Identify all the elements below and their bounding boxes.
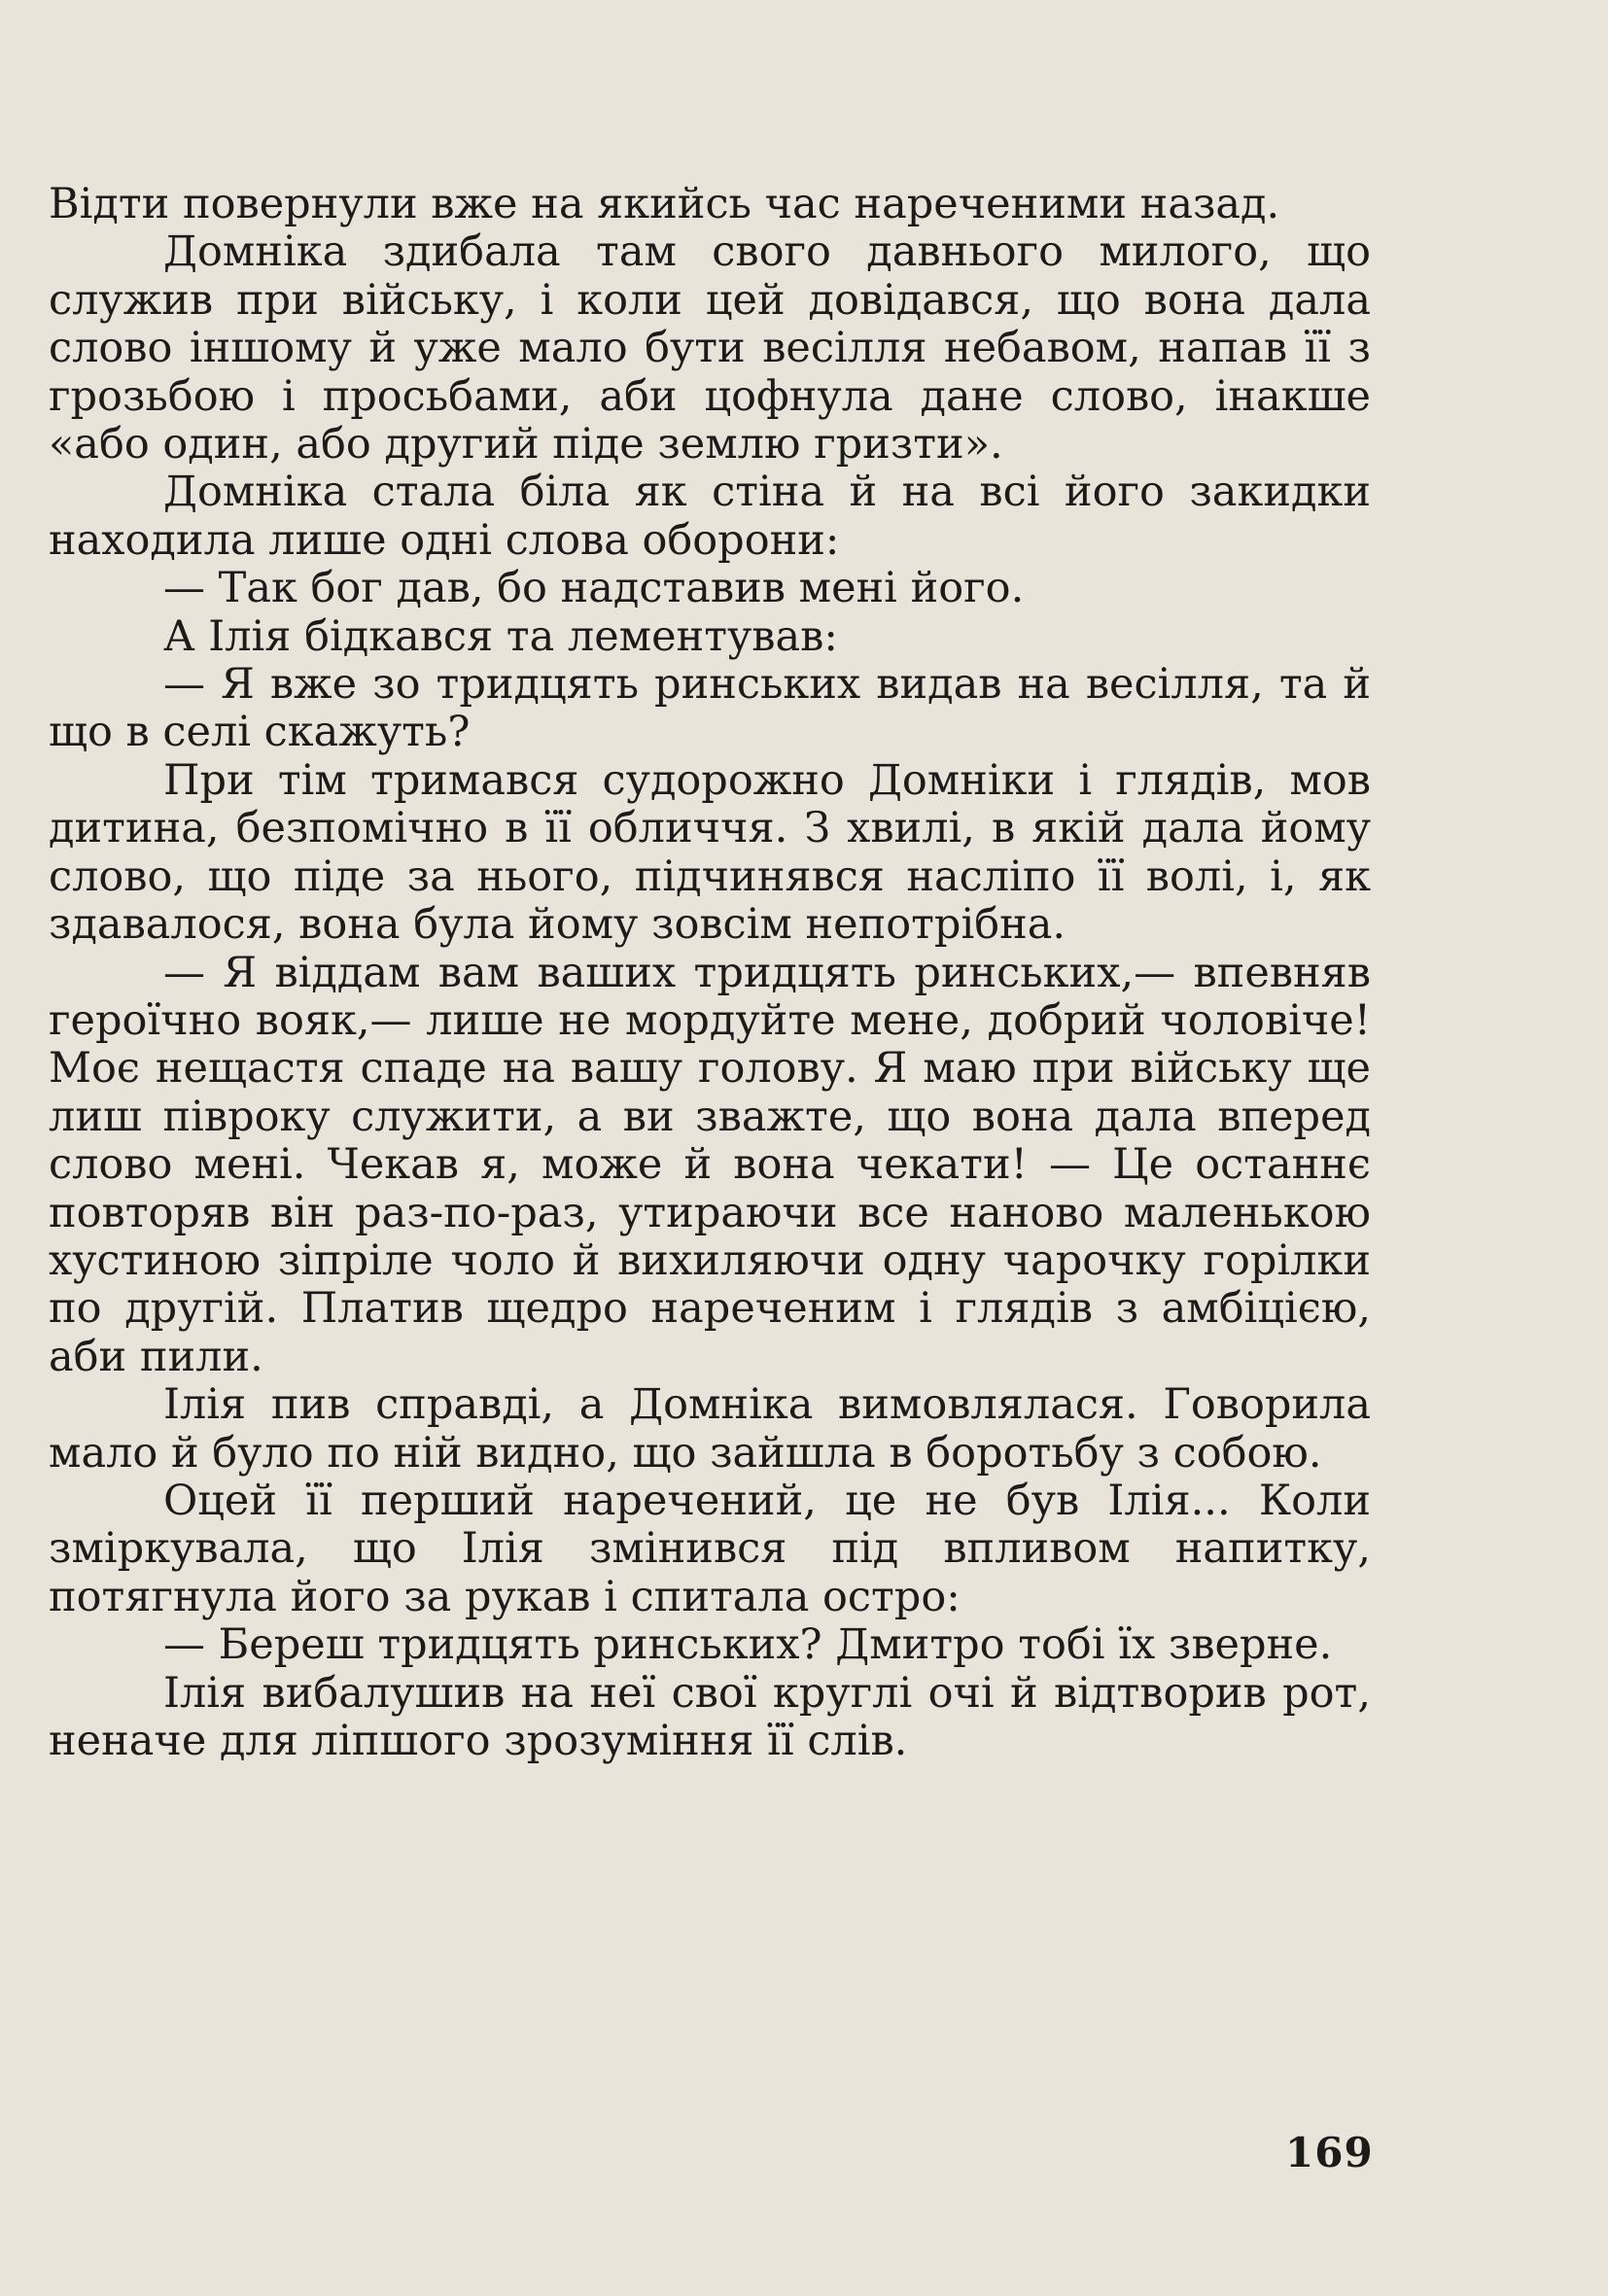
paragraph-7: При тім тримався судорожно Домніки і глядів, мов дитина, безпомічно в її обличчя. З хвилі, в якій дала йому слово, що піде за нього, підчинявся насліпо її волі, і, як здавалося, вона була йому зовсім непотрібна. <box>49 755 1371 950</box>
paragraph-3: Домніка стала біла як стіна й на всі його закидки находила лише одні слова оборони: <box>49 468 1371 565</box>
paragraph-10: Оцей її перший наречений, це не був Ілія... Коли зміркувала, що Ілія змінився під впливом напитку, потягнула його за рукав і спитала остро: <box>49 1476 1371 1621</box>
paragraph-5: А Ілія бідкався та лементував: <box>163 611 838 661</box>
body-text <box>49 181 1371 1765</box>
page-number: 169 <box>1285 2129 1374 2176</box>
paragraph-11: — Береш тридцять ринських? Дмитро тобі їх зверне. <box>163 1620 1333 1670</box>
paragraph-12: Ілія вибалушив на неї свої круглі очі й відтворив рот, неначе для ліпшого зрозуміння її слів. <box>49 1668 1371 1765</box>
paragraph-6: — Я вже зо тридцять ринських видав на весілля, та й що в селі скажуть? <box>49 660 1371 757</box>
paragraph-8: — Я віддам вам ваших тридцять ринських,— впевняв героїчно вояк,— лише не мордуйте мене, добрий чоловіче! Моє нещастя спаде на вашу голову. Я маю при війську ще лиш півроку служити, а ви зважте, що вона дала вперед слово мені. Чекав я, може й вона чекати! — Це останнє повторяв він раз-по-раз, утираючи все наново маленькою хустиною зіпріле чоло й вихиляючи одну чарочку горілки по другій. Платив щедро нареченим і глядів з амбіцією, аби пили. <box>49 948 1371 1381</box>
paragraph-4: — Так бог дав, бо надставив мені його. <box>163 564 1025 613</box>
paragraph-9: Ілія пив справді, а Домніка вимовлялася. Говорила мало й було по ній видно, що зайшла в боротьбу з собою. <box>49 1380 1371 1478</box>
paragraph-1: Відти повернули вже на якийсь час нареченими назад. <box>49 180 1280 228</box>
paragraph-2: Домніка здибала там свого давнього милого, що служив при війську, і коли цей довідався, що вона дала слово іншому й уже мало бути весілля небавом, напав її з грозьбою і просьбами, аби цофнула дане слово, інакше «або один, або другий піде землю гризти». <box>49 227 1371 470</box>
